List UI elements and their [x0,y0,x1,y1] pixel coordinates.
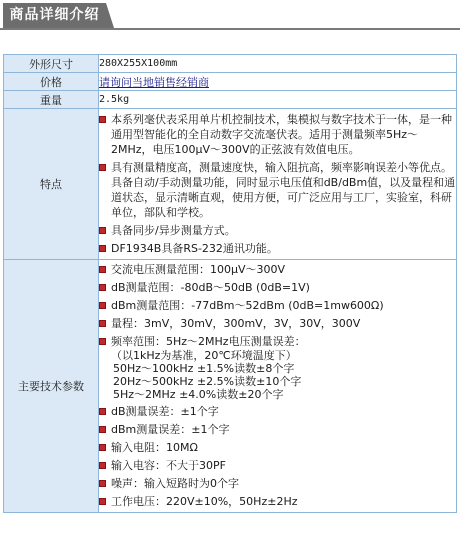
feature-text: 具备同步/异步测量方式。 [111,223,236,237]
bullet-icon [99,408,106,415]
table-row [4,109,457,260]
list-item [99,262,456,277]
tab-edge-decoration [106,3,114,28]
feature-text: 本系列毫伏表采用单片机控制技术，集模拟与数字技术于一体，是一种通用型智能化的全自动数字交流毫伏表。适用于测量频率5Hz～2MHz，电压100μV～300V的正弦波有效值电压。 [111,112,452,156]
bullet-icon [99,284,106,291]
bullet-icon [99,498,106,505]
section-title: 商品详细介绍 [3,3,106,28]
tech-text: dBm测量范围：-77dBm～52dBm (0dB=1mw600Ω) [111,299,384,312]
bullet-icon [99,302,106,309]
table-row [4,260,457,513]
tech-cell [99,260,457,513]
freq-line: 50Hz～100kHz ±1.5%读数±8个字 [113,362,295,375]
price-label: 价格 [4,73,99,91]
features-label: 特点 [4,109,99,260]
bullet-icon [99,320,106,327]
spec-table [3,54,457,513]
list-item [99,112,456,157]
list-item [99,440,456,455]
size-label: 外形尺寸 [4,55,99,73]
list-item [99,458,456,473]
list-item [99,223,456,238]
table-row [4,55,457,73]
bullet-icon [99,266,106,273]
list-item [99,316,456,331]
feature-text: 具有测量精度高，测量速度快，输入阻抗高，频率影响误差小等优点。具备自动/手动测量功能，同时显示电压值和dB/dBm值，以及量程和通道状态，显示清晰直观，使用方便，可广泛应用与工厂，实验室，科研单位，部队和学校。 [111,160,456,219]
bullet-icon [99,227,106,234]
list-item [99,422,456,437]
list-item [99,494,456,509]
freq-note: （以1kHz为基准，20℃环境温度下） [111,349,297,362]
freq-line: 20Hz～500kHz ±2.5%读数±10个字 [113,375,302,388]
bullet-icon [99,164,106,171]
tech-label: 主要技术参数 [4,260,99,513]
tech-text: 输入电阻：10MΩ [111,441,198,454]
list-item [99,241,456,256]
section-header [0,3,460,30]
freq-line: 5Hz～2MHz ±4.0%读数±20个字 [113,388,284,401]
tech-text: 输入电容：不大于30PF [111,459,226,472]
list-item [99,334,456,401]
table-row [4,73,457,91]
list-item [99,404,456,419]
weight-value: 2.5kg [99,91,457,109]
freq-block [111,334,456,401]
price-link[interactable]: 请询问当地销售经销商 [99,75,209,89]
bullet-icon [99,480,106,487]
bullet-icon [99,444,106,451]
tech-text: 噪声：输入短路时为0个字 [111,477,239,490]
weight-label: 重量 [4,91,99,109]
bullet-icon [99,462,106,469]
table-row [4,91,457,109]
tech-text: 量程：3mV，30mV，300mV，3V，30V，300V [111,317,361,330]
bullet-icon [99,245,106,252]
bullet-icon [99,426,106,433]
list-item [99,160,456,220]
feature-text: DF1934B具备RS-232通讯功能。 [111,241,278,255]
size-value: 280X255X100mm [99,55,457,73]
tech-text: 工作电压：220V±10%，50Hz±2Hz [111,495,298,508]
features-cell [99,109,457,260]
list-item [99,280,456,295]
tech-text: dB测量范围：-80dB～50dB (0dB=1V) [111,281,310,294]
bullet-icon [99,338,106,345]
tech-text: dBm测量误差：±1个字 [111,423,230,436]
list-item [99,298,456,313]
list-item [99,476,456,491]
tech-text: 交流电压测量范围：100μV～300V [111,263,286,276]
freq-title: 频率范围：5Hz～2MHz电压测量误差： [111,335,306,348]
bullet-icon [99,116,106,123]
tech-text: dB测量误差：±1个字 [111,405,219,418]
